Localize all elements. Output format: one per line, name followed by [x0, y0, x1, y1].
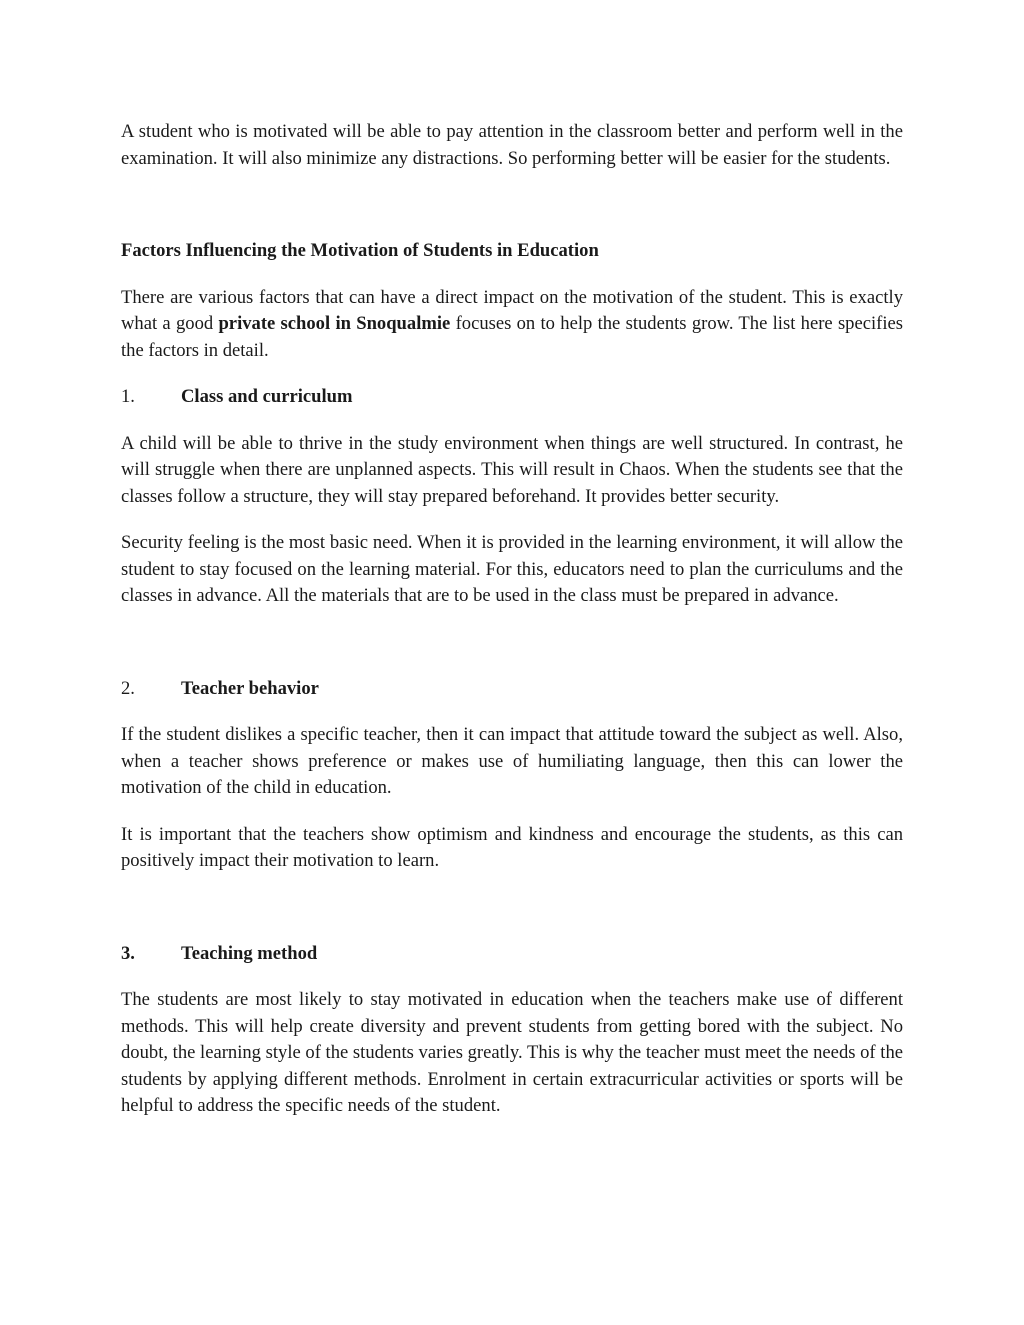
factor-paragraph: If the student dislikes a specific teacher, then it can impact that attitude toward the subject as well. Also, when a teacher shows preference or makes use of humiliating language, then this can lower the motivation of the child in education.: [121, 724, 903, 798]
factor-paragraph: A child will be able to thrive in the study environment when things are well structured. In contrast, he will struggle when there are unplanned aspects. This will result in Chaos. When the students see that the classes follow a structure, they will stay prepared beforehand. It provides better security.: [121, 432, 903, 507]
intro-paragraph: A student who is motivated will be able to pay attention in the classroom better and perform well in the examination. It will also minimize any distractions. So performing better will be easier for the students.: [121, 121, 903, 169]
factor-title: Class and curriculum: [181, 386, 353, 407]
document-page: [121, 119, 903, 1140]
factor-title: Teaching method: [181, 942, 318, 964]
factor-number: 3.: [121, 942, 135, 964]
section-heading: Factors Influencing the Motivation of Students in Education: [121, 240, 599, 261]
factor-heading-3: [121, 941, 903, 968]
factor-paragraph: Security feeling is the most basic need. When it is provided in the learning environment, it will allow the student to stay focused on the learning material. For this, educators need to plan the curriculums and the classes in advance. All the materials that are to be used in the class must be prepared in advance.: [121, 532, 903, 606]
factor-paragraph: It is important that the teachers show optimism and kindness and encourage the students, as this can positively impact their motivation to learn.: [121, 823, 903, 871]
factor-number: 1.: [121, 386, 135, 407]
overview-text-before: There are various factors that can have a direct impact on the motivation of the student. This is exactly what a good: [121, 286, 903, 334]
factor-heading-1: [121, 384, 903, 411]
factor-heading-2: [121, 676, 903, 703]
factor-number: 2.: [121, 677, 135, 699]
factor-title: Teacher behavior: [181, 677, 319, 699]
overview-paragraph: [121, 285, 903, 365]
overview-text-after: focuses on to help the students grow. The list here specifies the factors in detail.: [121, 313, 904, 361]
factor-paragraph: The students are most likely to stay motivated in education when the teachers make use of different methods. This will help create diversity and prevent students from getting bored with the subject. No doubt, the learning style of the students varies greatly. This is why the teacher must meet the needs of the students by applying different methods. Enrolment in certain extracurricular activities or sports will be helpful to address the specific needs of the student.: [121, 989, 903, 1116]
overview-bold-phrase: private school in Snoqualmie: [218, 313, 451, 334]
